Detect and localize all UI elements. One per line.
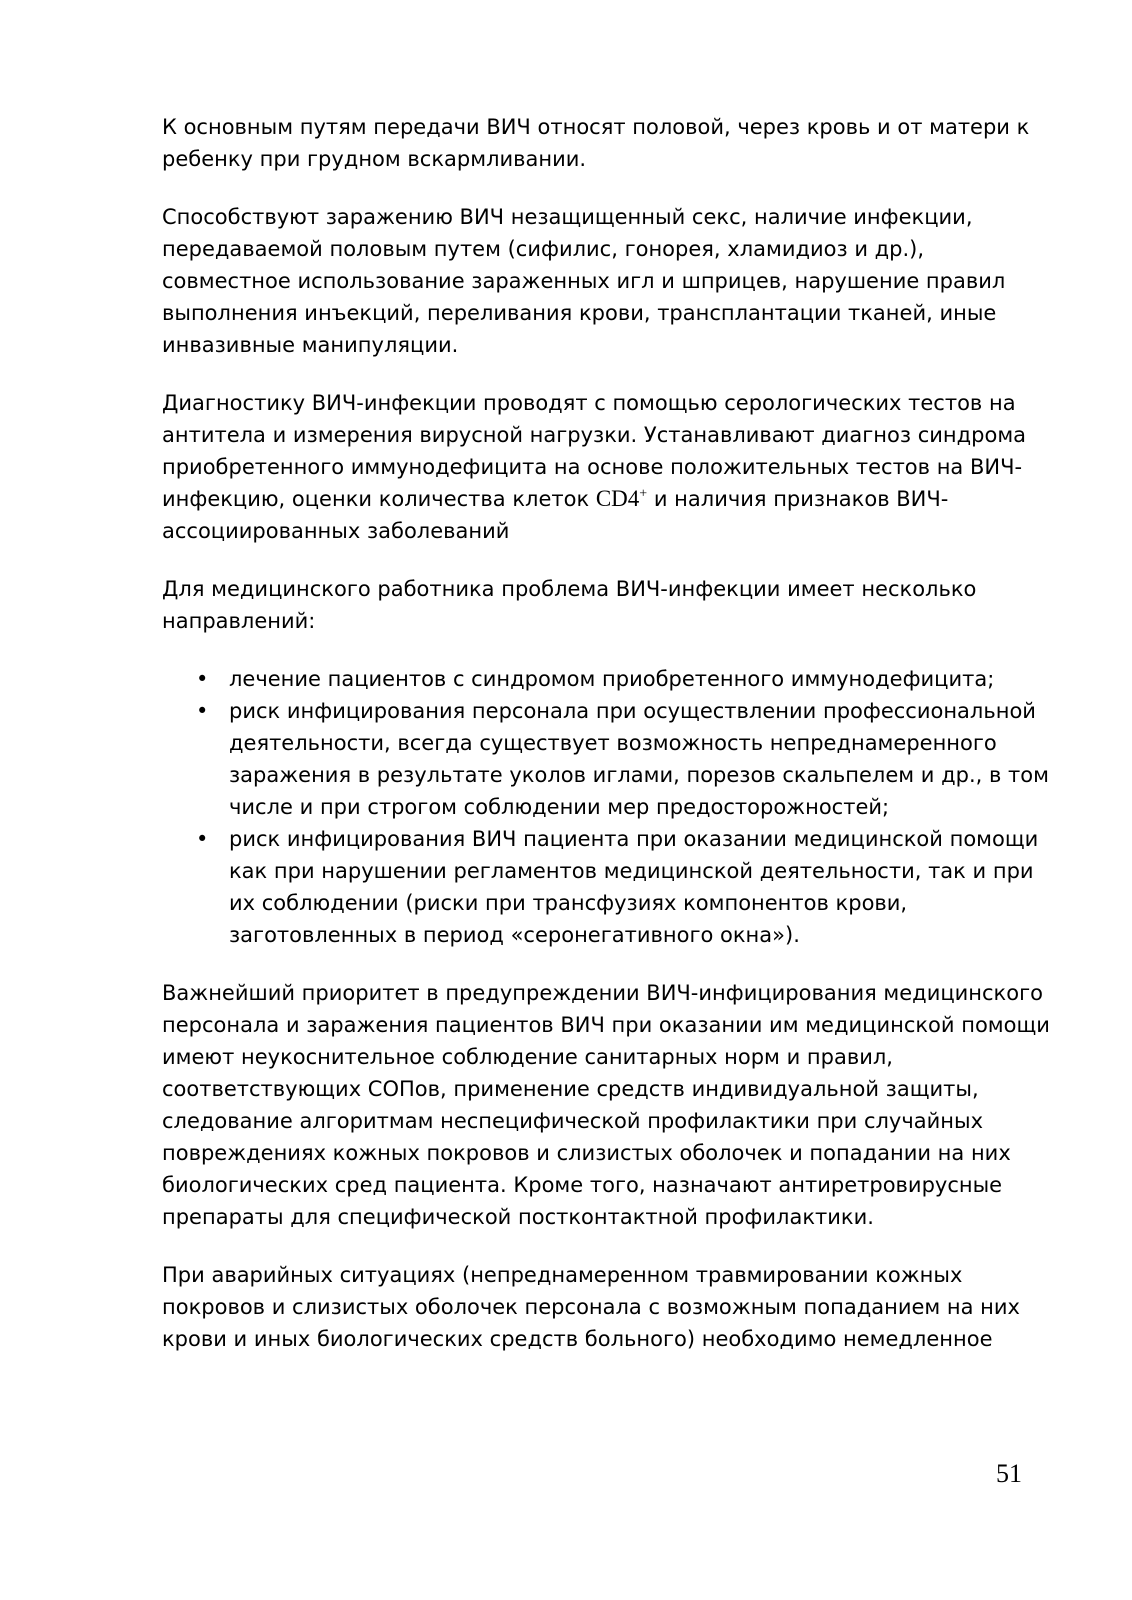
- paragraph-emergency: При аварийных ситуациях (непреднамеренном травмировании кожных покровов и слизистых оболочек персонала с возможным попаданием на них крови и иных биологических средств больного) необходимо немедленное: [162, 1263, 1020, 1351]
- list-item: • риск инфицирования персонала при осуществлении профессиональной деятельности, всегда существует возможность непреднамеренного заражения в результате уколов иглами, порезов скальпелем и др., в том числе и при строгом соблюдении мер предосторожностей;: [162, 695, 1054, 823]
- paragraph-priority: Важнейший приоритет в предупреждении ВИЧ-инфицирования медицинского персонала и заражения пациентов ВИЧ при оказании им медицинской помощи имеют неукоснительное соблюдение санитарных норм и правил, соответствующих СОПов, применение средств индивидуальной защиты, следование алгоритмам неспецифической профилактики при случайных повреждениях кожных покровов и слизистых оболочек и попадании на них биологических сред пациента. Кроме того, назначают антиретровирусные препараты для специфической постконтактной профилактики.: [162, 981, 1050, 1229]
- page-body: [162, 111, 1054, 1381]
- directions-list: [162, 663, 1054, 951]
- page-number: 51: [996, 1459, 1022, 1488]
- cd4-superscript: +: [639, 486, 648, 502]
- list-item: • риск инфицирования ВИЧ пациента при оказании медицинской помощи как при нарушении регламентов медицинской деятельности, так и при их соблюдении (риски при трансфузиях компонентов крови, заготовленных в период «серонегативного окна»).: [162, 823, 1054, 951]
- diagnostics-text-end: и наличия признаков ВИЧ-ассоциированных заболеваний: [162, 487, 949, 543]
- diagnostics-text-start: Диагностику ВИЧ-инфекции проводят с помощью серологических тестов на антитела и измерения вирусной нагрузки. Устанавливают диагноз синдрома приобретенного иммунодефицита на основе положительных тестов на ВИЧ-инфекцию, оценки количества клеток: [162, 391, 1027, 511]
- list-item: • лечение пациентов с синдромом приобретенного иммунодефицита;: [162, 663, 1054, 695]
- paragraph-transmission-routes: К основным путям передачи ВИЧ относят половой, через кровь и от матери к ребенку при грудном вскармливании.: [162, 115, 1030, 171]
- cd4-term: [596, 486, 647, 511]
- paragraph-risk-factors: Способствуют заражению ВИЧ незащищенный секс, наличие инфекции, передаваемой половым путем (сифилис, гонорея, хламидиоз и др.), совместное использование зараженных игл и шприцев, нарушение правил выполнения инъекций, переливания крови, трансплантации тканей, иные инвазивные манипуляции.: [162, 205, 1006, 357]
- paragraph-diagnostics: [162, 387, 1054, 547]
- paragraph-directions-intro: Для медицинского работника проблема ВИЧ-инфекции имеет несколько направлений:: [162, 577, 977, 633]
- cd4-label: CD4: [595, 486, 640, 511]
